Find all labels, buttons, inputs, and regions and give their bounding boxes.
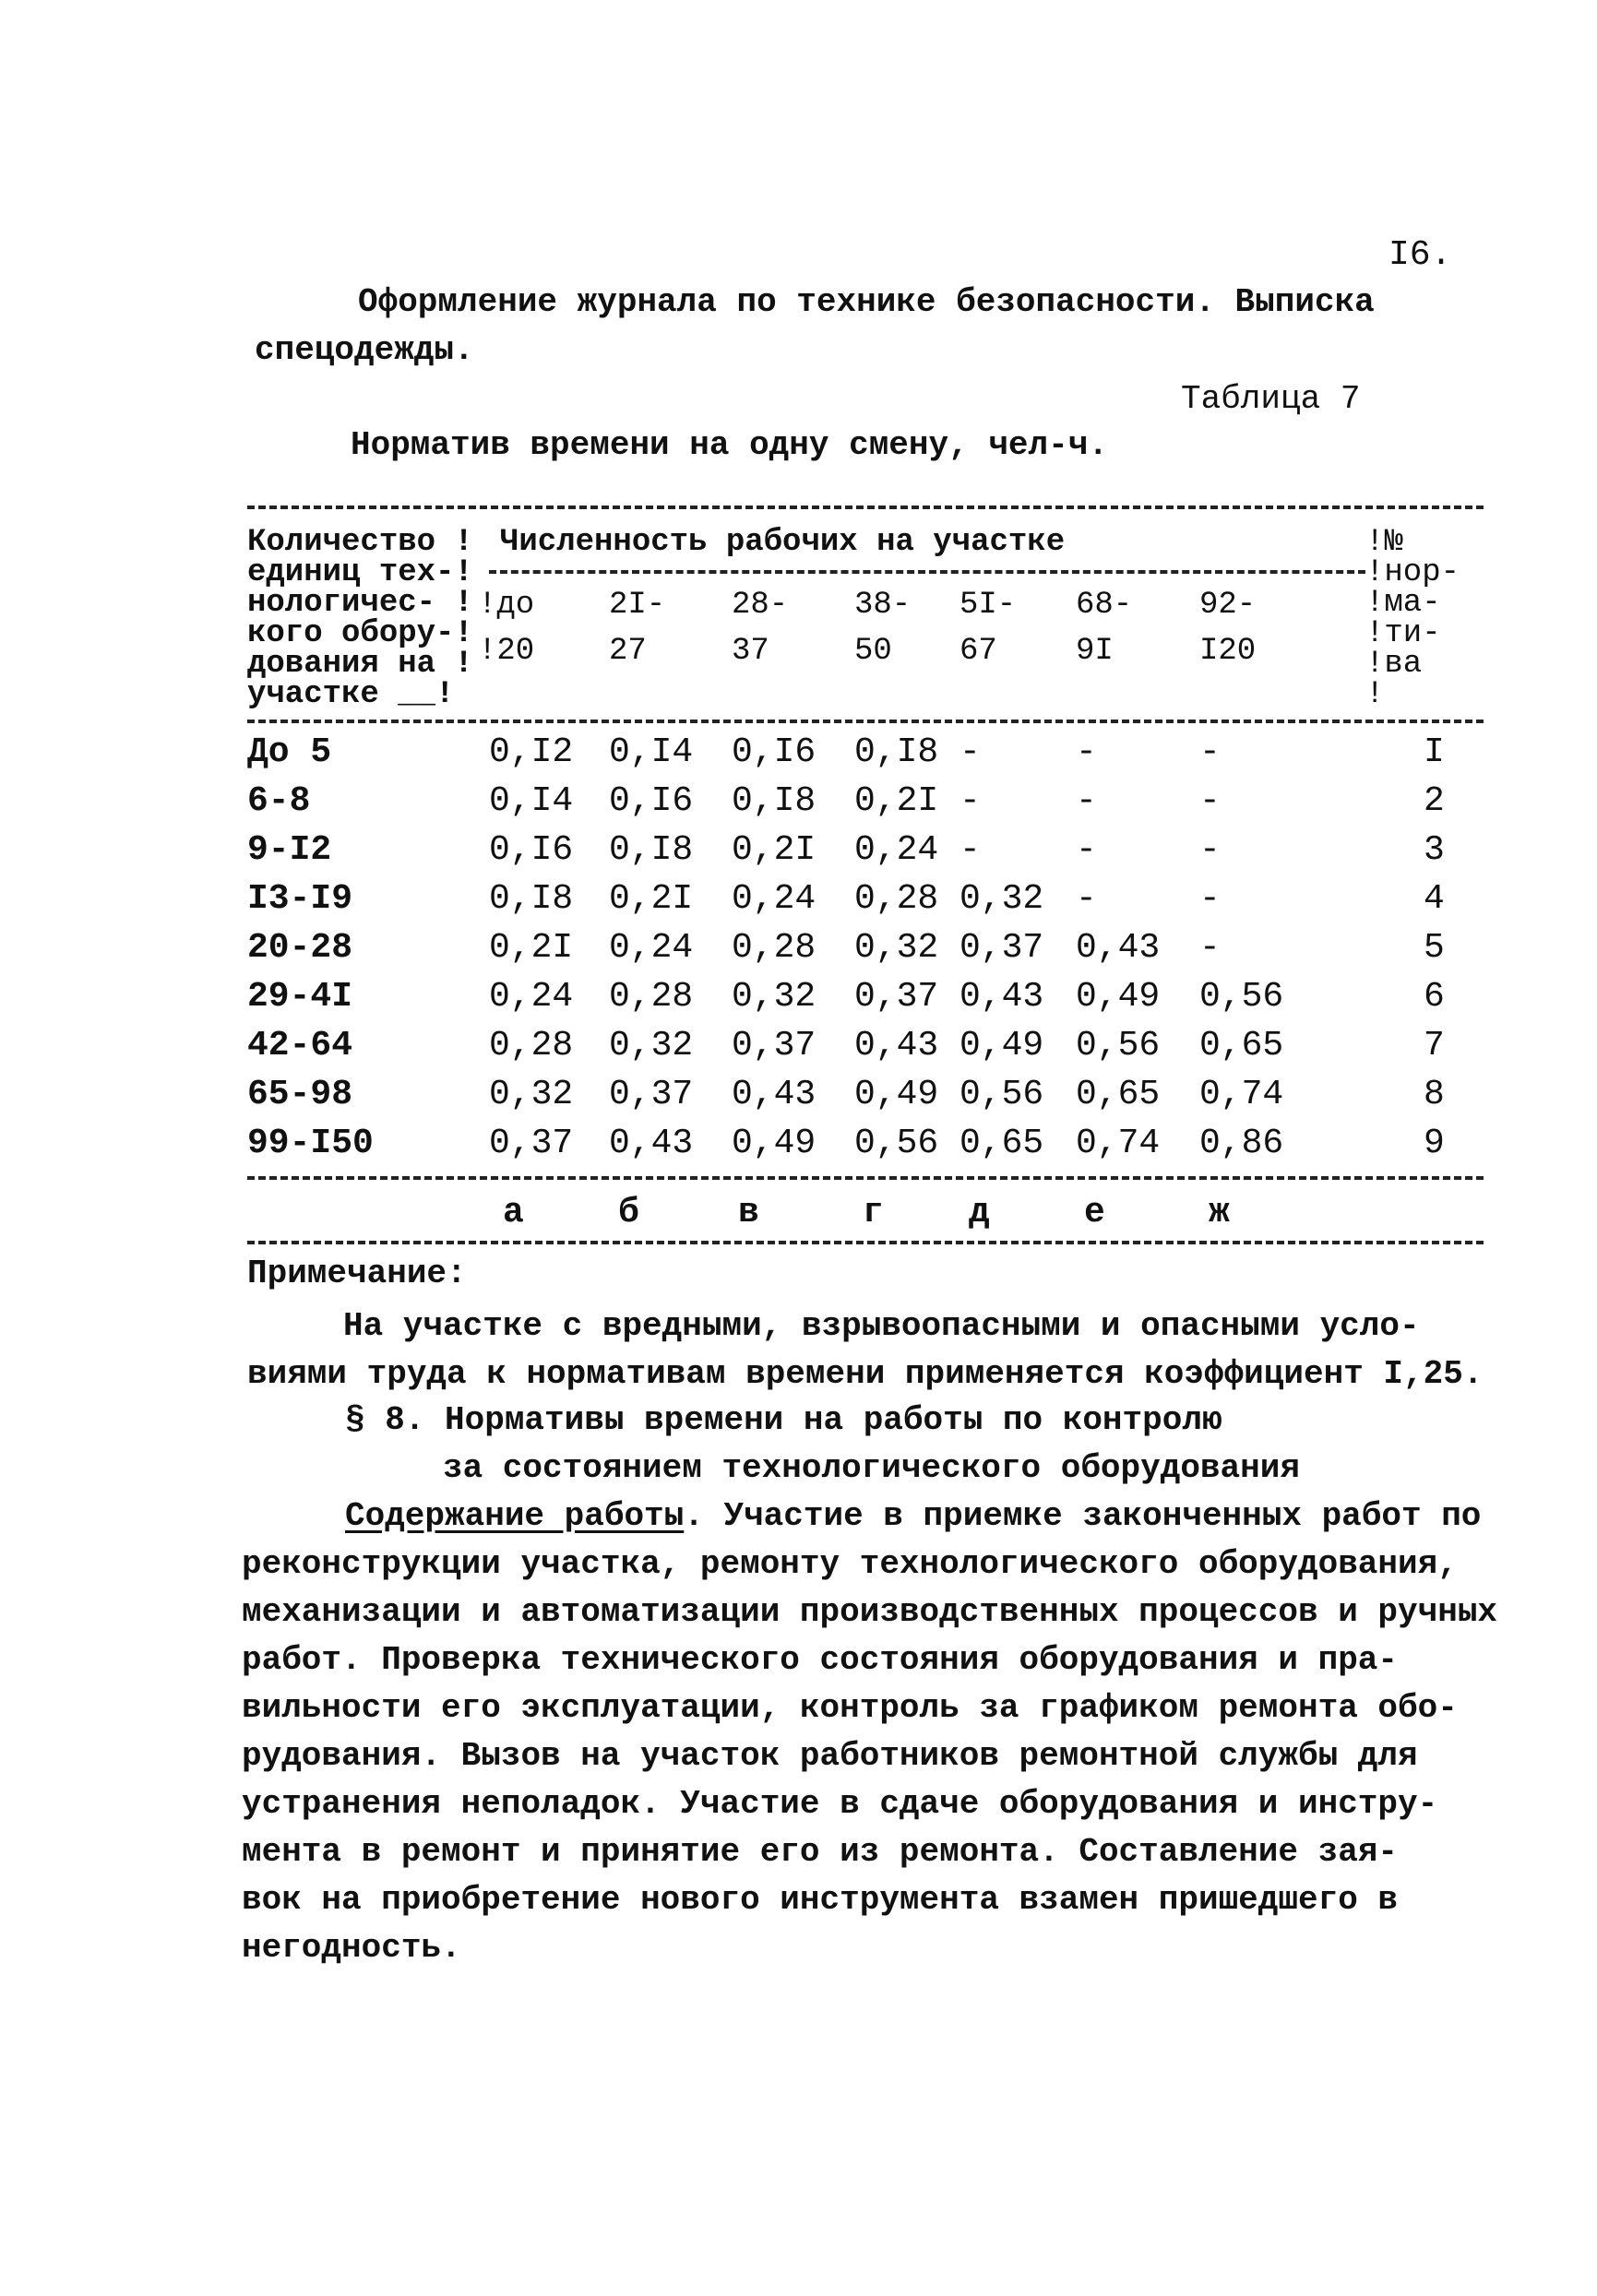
header-range-bottom-zh: I20 — [1199, 634, 1257, 669]
row-5-b: 0,24 — [609, 928, 694, 968]
row-9-b: 0,43 — [609, 1124, 694, 1163]
header-range-top-e: 68- — [1076, 588, 1133, 623]
row-5-d: 0,37 — [959, 928, 1044, 968]
row-2-g: 0,2I — [854, 781, 939, 821]
row-2-zh: - — [1199, 781, 1221, 821]
content-line-4: работ. Проверка технического состояния оборудования и пра- — [242, 1641, 1399, 1679]
row-9-v: 0,49 — [732, 1124, 816, 1163]
row-6-zh: 0,56 — [1199, 977, 1284, 1017]
column-letter-v: в — [738, 1193, 759, 1232]
content-line-2: реконструкции участка, ремонту технологического оборудования, — [242, 1545, 1458, 1583]
header-range-top-d: 5I- — [959, 588, 1017, 623]
header-norm-line-3: !ма- — [1365, 586, 1441, 621]
header-range-bottom-g: 50 — [854, 634, 892, 669]
row-1-e: - — [1076, 732, 1097, 772]
table-title: Норматив времени на одну смену, чел-ч. — [351, 426, 1108, 464]
header-range-top-b: 2I- — [609, 588, 666, 623]
row-4-label: I3-I9 — [247, 879, 353, 919]
row-2-d: - — [959, 781, 981, 821]
intro-line-1: Оформление журнала по технике безопасности. Выписка — [358, 283, 1375, 321]
row-6-norm: 6 — [1424, 977, 1445, 1017]
section-heading-line-2: за состоянием технологического оборудования — [443, 1449, 1300, 1487]
row-5-zh: - — [1199, 928, 1221, 968]
content-first-line — [345, 1497, 1482, 1535]
row-7-e: 0,56 — [1076, 1026, 1161, 1065]
header-norm-line-4: !ти- — [1365, 616, 1441, 651]
row-6-g: 0,37 — [854, 977, 939, 1017]
row-2-v: 0,I8 — [732, 781, 816, 821]
row-1-a: 0,I2 — [489, 732, 574, 772]
row-3-d: - — [959, 830, 981, 870]
row-7-label: 42-64 — [247, 1026, 353, 1065]
row-5-v: 0,28 — [732, 928, 816, 968]
header-range-top-v: 28- — [732, 588, 789, 623]
row-8-a: 0,32 — [489, 1075, 574, 1114]
row-8-b: 0,37 — [609, 1075, 694, 1114]
row-3-e: - — [1076, 830, 1097, 870]
row-2-label: 6-8 — [247, 781, 311, 821]
section-heading-line-1: § 8. Нормативы времени на работы по контролю — [345, 1401, 1222, 1439]
row-7-norm: 7 — [1424, 1026, 1445, 1065]
row-3-b: 0,I8 — [609, 830, 694, 870]
row-1-v: 0,I6 — [732, 732, 816, 772]
row-9-d: 0,65 — [959, 1124, 1044, 1163]
content-line-5: вильности его эксплуатации, контроль за графиком ремонта обо- — [242, 1689, 1458, 1727]
row-7-v: 0,37 — [732, 1026, 816, 1065]
row-7-a: 0,28 — [489, 1026, 574, 1065]
header-range-bottom-d: 67 — [959, 634, 997, 669]
row-6-e: 0,49 — [1076, 977, 1161, 1017]
row-4-e: - — [1076, 879, 1097, 919]
row-1-b: 0,I4 — [609, 732, 694, 772]
row-3-v: 0,2I — [732, 830, 816, 870]
header-range-bottom-a: !20 — [478, 634, 535, 669]
row-5-norm: 5 — [1424, 928, 1445, 968]
row-3-g: 0,24 — [854, 830, 939, 870]
header-group-rule — [489, 570, 1365, 574]
row-4-g: 0,28 — [854, 879, 939, 919]
content-line-3: механизации и автоматизации производственных процессов и ручных — [242, 1593, 1498, 1631]
header-col1-line-5: дования на ! — [247, 647, 473, 682]
row-8-g: 0,49 — [854, 1075, 939, 1114]
header-range-bottom-v: 37 — [732, 634, 769, 669]
row-6-a: 0,24 — [489, 977, 574, 1017]
row-7-b: 0,32 — [609, 1026, 694, 1065]
header-range-bottom-e: 9I — [1076, 634, 1114, 669]
row-8-zh: 0,74 — [1199, 1075, 1284, 1114]
header-col1-line-1: Количество ! — [247, 525, 473, 560]
row-2-e: - — [1076, 781, 1097, 821]
row-1-g: 0,I8 — [854, 732, 939, 772]
column-letter-a: а — [503, 1193, 524, 1232]
row-7-g: 0,43 — [854, 1026, 939, 1065]
row-1-label: До 5 — [247, 732, 332, 772]
row-9-zh: 0,86 — [1199, 1124, 1284, 1163]
content-line-7: устранения неполадок. Участие в сдаче оборудования и инстру- — [242, 1785, 1438, 1823]
table-label: Таблица 7 — [1181, 380, 1361, 418]
row-2-b: 0,I6 — [609, 781, 694, 821]
row-1-d: - — [959, 732, 981, 772]
header-range-top-g: 38- — [854, 588, 912, 623]
row-5-g: 0,32 — [854, 928, 939, 968]
row-8-v: 0,43 — [732, 1075, 816, 1114]
header-bottom-rule — [247, 720, 1484, 723]
row-4-b: 0,2I — [609, 879, 694, 919]
header-col1-line-3: нологичес- ! — [247, 586, 473, 621]
row-8-e: 0,65 — [1076, 1075, 1161, 1114]
row-4-norm: 4 — [1424, 879, 1445, 919]
row-8-norm: 8 — [1424, 1075, 1445, 1114]
column-letter-g: г — [863, 1193, 884, 1232]
row-5-a: 0,2I — [489, 928, 574, 968]
row-9-g: 0,56 — [854, 1124, 939, 1163]
header-norm-line-6: ! — [1365, 677, 1385, 712]
content-label: Содержание работы — [345, 1497, 685, 1535]
note-title: Примечание: — [247, 1255, 467, 1292]
row-6-v: 0,32 — [732, 977, 816, 1017]
column-letter-zh: ж — [1209, 1193, 1230, 1232]
row-7-d: 0,49 — [959, 1026, 1044, 1065]
header-col1-line-2: единиц тех-! — [247, 555, 473, 590]
row-8-d: 0,56 — [959, 1075, 1044, 1114]
row-2-norm: 2 — [1424, 781, 1445, 821]
header-group-title: Численность рабочих на участке — [500, 525, 1066, 560]
row-6-label: 29-4I — [247, 977, 353, 1017]
row-9-norm: 9 — [1424, 1124, 1445, 1163]
note-line-1: На участке с вредными, взрывоопасными и опасными усло- — [343, 1307, 1420, 1345]
content-line-8: мента в ремонт и принятие его из ремонта. Составление зая- — [242, 1833, 1399, 1871]
header-range-bottom-b: 27 — [609, 634, 647, 669]
content-line-10: негодность. — [242, 1929, 461, 1967]
row-3-a: 0,I6 — [489, 830, 574, 870]
row-3-zh: - — [1199, 830, 1221, 870]
row-9-a: 0,37 — [489, 1124, 574, 1163]
row-9-e: 0,74 — [1076, 1124, 1161, 1163]
row-4-d: 0,32 — [959, 879, 1044, 919]
row-3-label: 9-I2 — [247, 830, 332, 870]
row-5-e: 0,43 — [1076, 928, 1161, 968]
row-4-v: 0,24 — [732, 879, 816, 919]
table-bottom-rule — [247, 1176, 1484, 1180]
content-line-6: рудования. Вызов на участок работников ремонтной службы для — [242, 1737, 1418, 1775]
row-4-a: 0,I8 — [489, 879, 574, 919]
content-first-text: . Участие в приемке законченных работ по — [684, 1497, 1482, 1535]
header-norm-line-1: !№ — [1365, 525, 1403, 560]
row-1-zh: - — [1199, 732, 1221, 772]
header-norm-line-2: !нор- — [1365, 555, 1460, 590]
row-7-zh: 0,65 — [1199, 1026, 1284, 1065]
page-number: I6. — [1388, 235, 1452, 275]
table-top-rule — [247, 506, 1484, 509]
column-letter-e: е — [1084, 1193, 1105, 1232]
header-range-top-zh: 92- — [1199, 588, 1257, 623]
row-5-label: 20-28 — [247, 928, 353, 968]
row-3-norm: 3 — [1424, 830, 1445, 870]
column-letter-b: б — [618, 1193, 639, 1232]
intro-line-2: спецодежды. — [255, 331, 474, 369]
header-col1-line-6: участке __! — [247, 677, 455, 712]
header-col1-line-4: кого обору-! — [247, 616, 473, 651]
letters-bottom-rule — [247, 1241, 1484, 1244]
content-line-9: вок на приобретение нового инструмента взамен пришедшего в — [242, 1881, 1399, 1919]
row-9-label: 99-I50 — [247, 1124, 374, 1163]
row-4-zh: - — [1199, 879, 1221, 919]
header-norm-line-5: !ва — [1365, 647, 1423, 682]
header-range-top-a: !до — [478, 588, 535, 623]
row-2-a: 0,I4 — [489, 781, 574, 821]
row-1-norm: I — [1424, 732, 1445, 772]
column-letter-d: д — [969, 1193, 990, 1232]
row-6-b: 0,28 — [609, 977, 694, 1017]
row-6-d: 0,43 — [959, 977, 1044, 1017]
row-8-label: 65-98 — [247, 1075, 353, 1114]
note-line-2: виями труда к нормативам времени применяется коэффициент I,25. — [247, 1355, 1484, 1393]
